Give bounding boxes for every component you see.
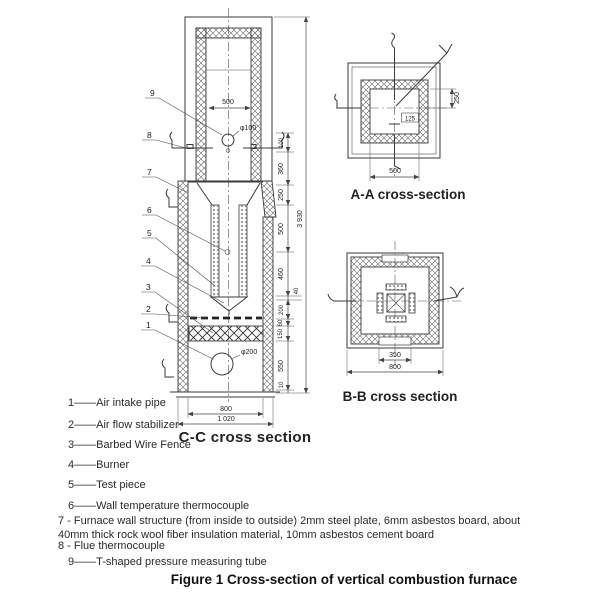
flue-thermocouple-right: [243, 132, 284, 148]
legend-item-7: 7 - Furnace wall structure (from inside to outside) 2mm steel plate, 6mm asbestos board, about 40mm thick rock wool fiber insulation material, 10mm asbestos cement board: [58, 515, 521, 541]
bb-section-label: B-B cross section: [342, 389, 458, 404]
legend-item-6: 6——Wall temperature thermocouple: [68, 500, 250, 512]
legend-item-4: 4——Burner: [68, 459, 130, 471]
test-piece-left: [211, 205, 219, 297]
callout-numbers: [146, 88, 155, 330]
aa-section-label: A-A cross-section: [350, 187, 466, 202]
dim-overall: 3 930: [297, 210, 304, 228]
pressure-tube-port: [222, 134, 234, 146]
dim-bb800: 800: [389, 364, 401, 371]
air-intake-pipe: [211, 353, 233, 375]
pressure-tube-tip: [226, 149, 230, 153]
callout-5: 5: [147, 228, 152, 238]
hood-right-wedge: [261, 181, 276, 217]
dim-r500: 500: [278, 223, 285, 235]
furnace-left-wall: [178, 181, 188, 392]
callout-4: 4: [146, 256, 151, 266]
chimney-left-wall: [196, 28, 206, 181]
legend-item-8: 8 - Flue thermocouple: [58, 540, 165, 552]
dim-r10: 10: [279, 381, 285, 389]
dim-top-width: 500: [222, 99, 234, 106]
thermocouple-point: [225, 250, 230, 255]
cc-section-label: C-C cross section: [178, 429, 312, 446]
dim-r250: 250: [278, 189, 285, 201]
dim-b1020: 1 020: [217, 416, 235, 423]
legend-item-5: 5——Test piece: [68, 479, 146, 491]
dim-r100: 100: [279, 137, 285, 149]
callout-6: 6: [147, 205, 152, 215]
dim-b800: 800: [220, 406, 232, 413]
callout-7: 7: [147, 167, 152, 177]
callout-9: 9: [150, 88, 155, 98]
dim-r60: 60: [278, 319, 284, 327]
dim-r200: 200: [279, 304, 285, 316]
callout-8: 8: [147, 130, 152, 140]
legend-item-3: 3——Barbed Wire Fence: [68, 439, 191, 451]
dim-r550: 550: [278, 360, 285, 372]
wall-thermocouple-upper: [166, 189, 178, 207]
chimney-right-wall: [251, 28, 261, 181]
barbed-wire-fence: [189, 326, 263, 341]
dim-aa250: 250: [454, 92, 461, 104]
figure-caption: Figure 1 Cross-section of vertical combustion furnace: [170, 572, 518, 587]
wall-thermocouple-lower: [162, 359, 174, 377]
dim-r150: 150: [278, 328, 284, 340]
dim-r360: 360: [278, 163, 285, 175]
dim-phi200: φ200: [241, 349, 258, 356]
dim-aa125: 125: [404, 116, 416, 123]
legend-item-2: 2——Air flow stabilizer: [68, 419, 179, 431]
legend-item-9: 9——T-shaped pressure measuring tube: [68, 556, 267, 568]
furnace-right-wall: [263, 217, 273, 392]
dim-r460: 460: [278, 268, 285, 280]
callout-1: 1: [146, 320, 151, 330]
dim-phi100: φ100: [240, 125, 257, 132]
legend-item-1: 1——Air intake pipe: [68, 397, 166, 409]
dim-aa500: 500: [389, 168, 401, 175]
callout-3: 3: [146, 282, 151, 292]
test-piece-right: [239, 205, 247, 297]
dim-bb350: 350: [389, 352, 401, 359]
callout-2: 2: [146, 304, 151, 314]
aa-section-drawing: [335, 33, 456, 181]
dim-r40: 40: [294, 287, 300, 295]
